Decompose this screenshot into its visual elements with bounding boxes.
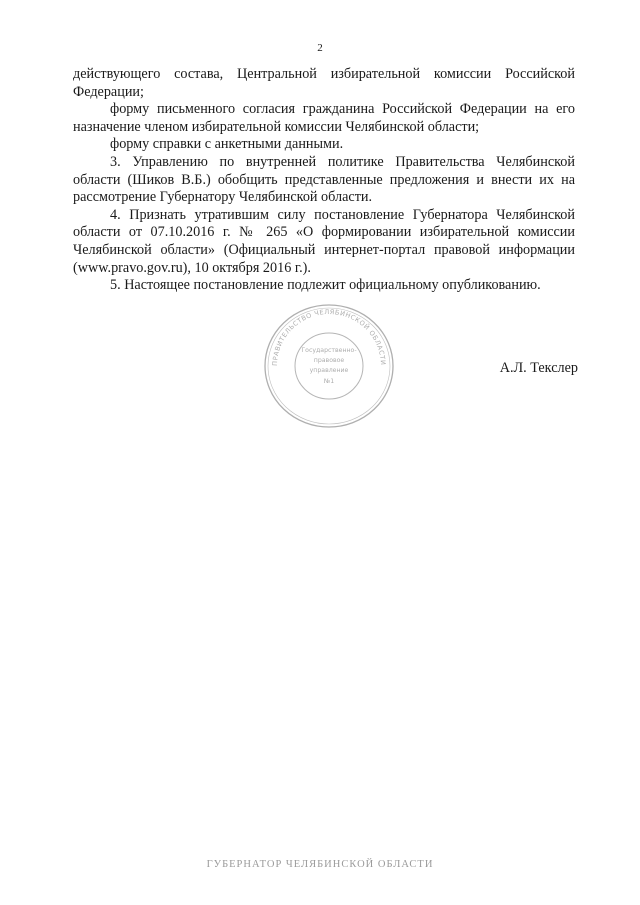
footer-watermark: ГУБЕРНАТОР ЧЕЛЯБИНСКОЙ ОБЛАСТИ [206,859,434,870]
paragraph-item-5: 5. Настоящее постановление подлежит официальному опубликованию. [110,277,541,294]
stamp-center-line: №1 [323,378,335,385]
paragraph-continuation: действующего состава, Центральной избирательной комиссии Российской Федерации; [73,66,575,100]
stamp-ring-text: ПРАВИТЕЛЬСТВО ЧЕЛЯБИНСКОЙ ОБЛАСТИ [270,307,388,367]
paragraph-item-4: 4. Признать утратившим силу постановление Губернатора Челябинской области от 07.10.2016 г. № 265 «О формировании избирательной комиссии Челябинской области» (Официальный интернет-портал правовой информации (www.pravo.gov.ru), 10 октября 2016 г.). [73,206,575,276]
stamp-center-line: управление [309,367,349,374]
paragraph-consent-form: форму письменного согласия гражданина Российской Федерации на его назначение членом избирательной комиссии Челябинской области; [73,101,575,135]
official-seal-stamp [262,302,396,430]
paragraph-item-3: 3. Управлению по внутренней политике Правительства Челябинской области (Шиков В.Б.) обобщить представленные предложения и внести их на рассмотрение Губернатору Челябинской области. [73,153,575,206]
signature-name: А.Л. Текслер [499,360,578,376]
stamp-center-line: Государственно- [301,347,357,354]
paragraph-questionnaire-form: форму справки с анкетными данными. [110,136,344,153]
stamp-center-line: правовое [313,357,345,364]
document-body [73,66,575,295]
page-number: 2 [317,42,323,54]
